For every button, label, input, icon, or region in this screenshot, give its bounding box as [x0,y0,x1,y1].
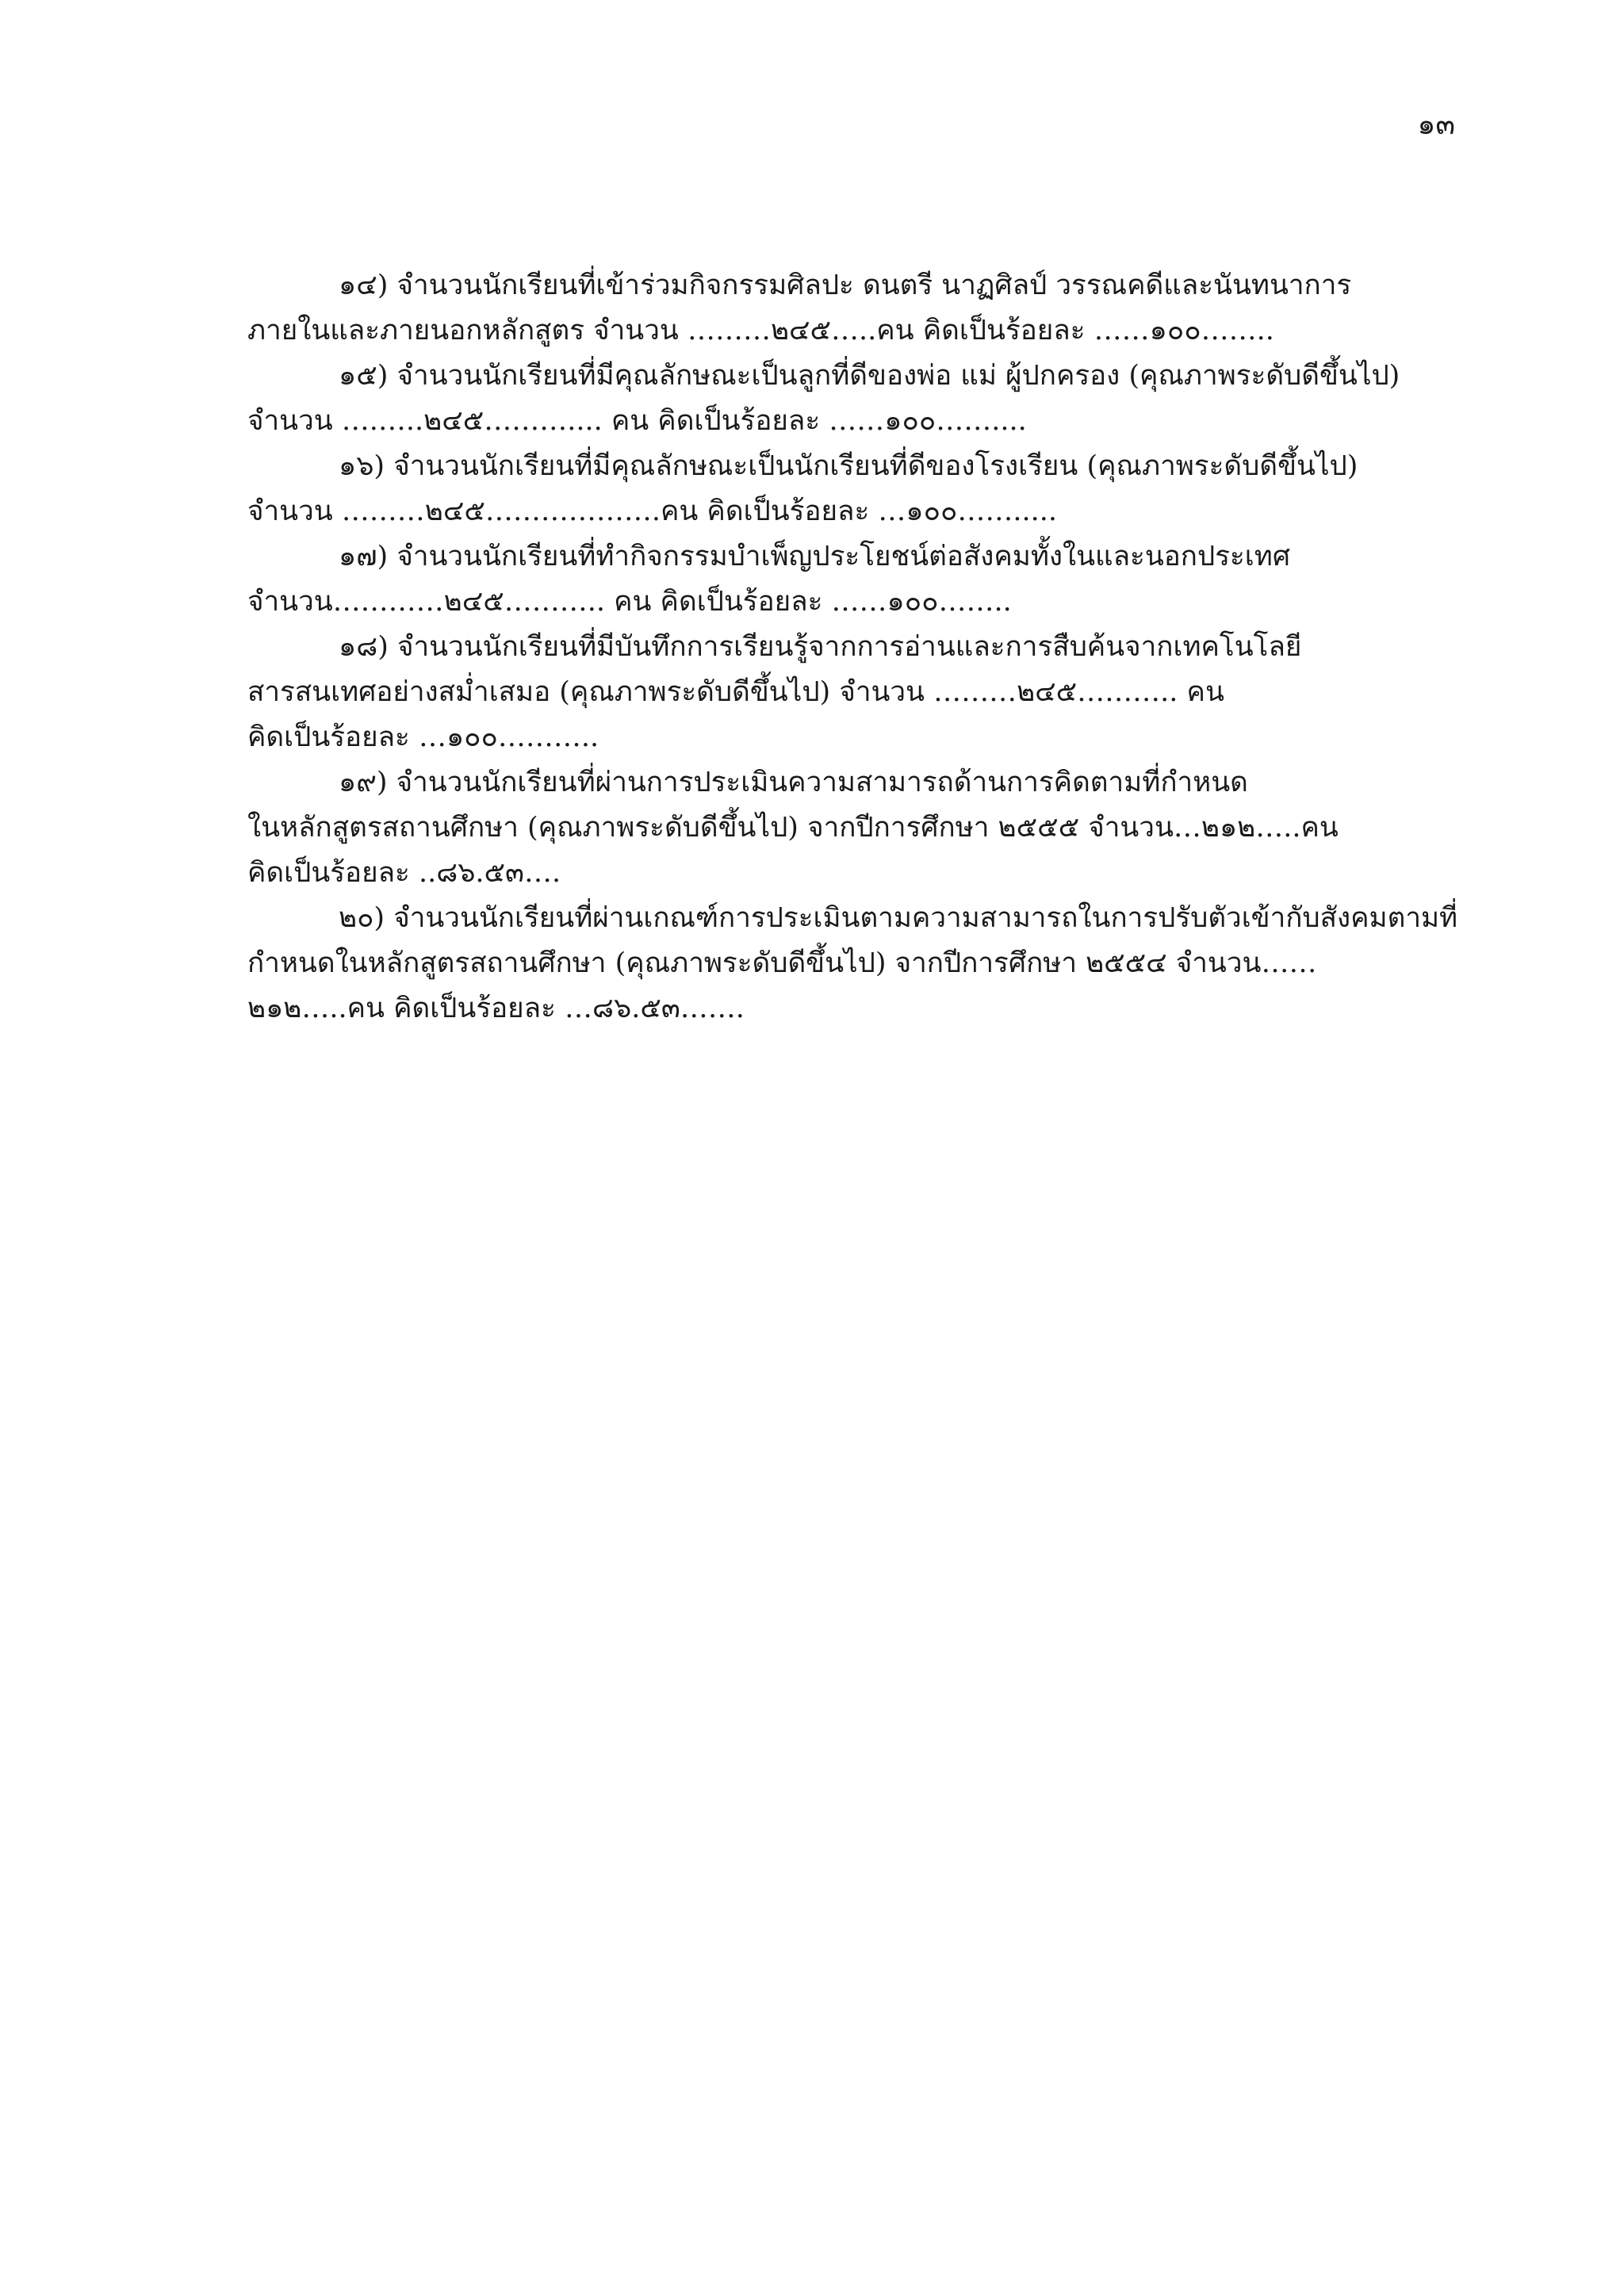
list-item-15 [247,354,1411,444]
list-item-18 [247,625,1411,760]
list-item-20 [247,896,1458,1031]
item-16-line-2: จำนวน ………๒๔๕……………….คน คิดเป็นร้อยละ …๑๐๐……..... [247,496,1057,527]
item-15-line-2: จำนวน ….…..๒๔๕……….... คน คิดเป็นร้อยละ ……๑๐๐…….... [247,405,1027,437]
document-body [247,263,1458,1031]
item-14-line-2: ภายในและภายนอกหลักสูตร จำนวน ………๒๔๕…..คน คิดเป็นร้อยละ ……๑๐๐…….. [247,315,1274,346]
item-18-line-2: สารสนเทศอย่างสม่ำเสมอ (คุณภาพระดับดีขึ้นไป) จำนวน ………๒๔๕……….. คน [247,676,1224,708]
item-16-line-1: ๑๖) จำนวนนักเรียนที่มีคุณลักษณะเป็นนักเรียนที่ดีของโรงเรียน (คุณภาพระดับดีขึ้นไป) [339,450,1358,482]
list-item-17 [247,534,1411,625]
item-19-line-2: ในหลักสูตรสถานศึกษา (คุณภาพระดับดีขึ้นไป) จากปีการศึกษา ๒๕๕๕ จำนวน…๒๑๒…..คน [247,812,1339,844]
item-18-line-3: คิดเป็นร้อยละ …๑๐๐……….. [247,721,599,753]
item-17-line-2: จำนวน…………๒๔๕……….. คน คิดเป็นร้อยละ ……๑๐๐…….. [247,586,1012,618]
item-20-line-3: ๒๑๒…..คน คิดเป็นร้อยละ …๘๖.๕๓……. [247,993,745,1024]
item-19-line-1: ๑๙) จำนวนนักเรียนที่ผ่านการประเมินความสามารถด้านการคิดตามที่กำหนด [339,767,1248,798]
list-item-19 [247,760,1411,896]
list-item-16 [247,444,1411,534]
item-17-line-1: ๑๗) จำนวนนักเรียนที่ทำกิจกรรมบำเพ็ญประโยชน์ต่อสังคมทั้งในและนอกประเทศ [339,541,1291,572]
item-15-line-1: ๑๕) จำนวนนักเรียนที่มีคุณลักษณะเป็นลูกที่ดีของพ่อ แม่ ผู้ปกครอง (คุณภาพระดับดีขึ้นไป) [339,360,1400,392]
item-14-line-1: ๑๔) จำนวนนักเรียนที่เข้าร่วมกิจกรรมศิลปะ ดนตรี นาฏศิลป์ วรรณคดีและนันทนาการ [339,270,1352,301]
item-18-line-1: ๑๘) จำนวนนักเรียนที่มีบันทึกการเรียนรู้จากการอ่านและการสืบค้นจากเทคโนโลยี [339,631,1302,663]
item-20-line-1: ๒๐) จำนวนนักเรียนที่ผ่านเกณฑ์การประเมินตามความสามารถในการปรับตัวเข้ากับสังคมตามที่ [339,902,1458,934]
list-item-14 [247,263,1411,354]
item-20-line-2: กำหนดในหลักสูตรสถานศึกษา (คุณภาพระดับดีขึ้นไป) จากปีการศึกษา ๒๕๕๔ จำนวน…… [247,947,1317,979]
item-19-line-3: คิดเป็นร้อยละ ..๘๖.๕๓…. [247,857,561,889]
page-number: ๑๓ [1417,109,1455,141]
